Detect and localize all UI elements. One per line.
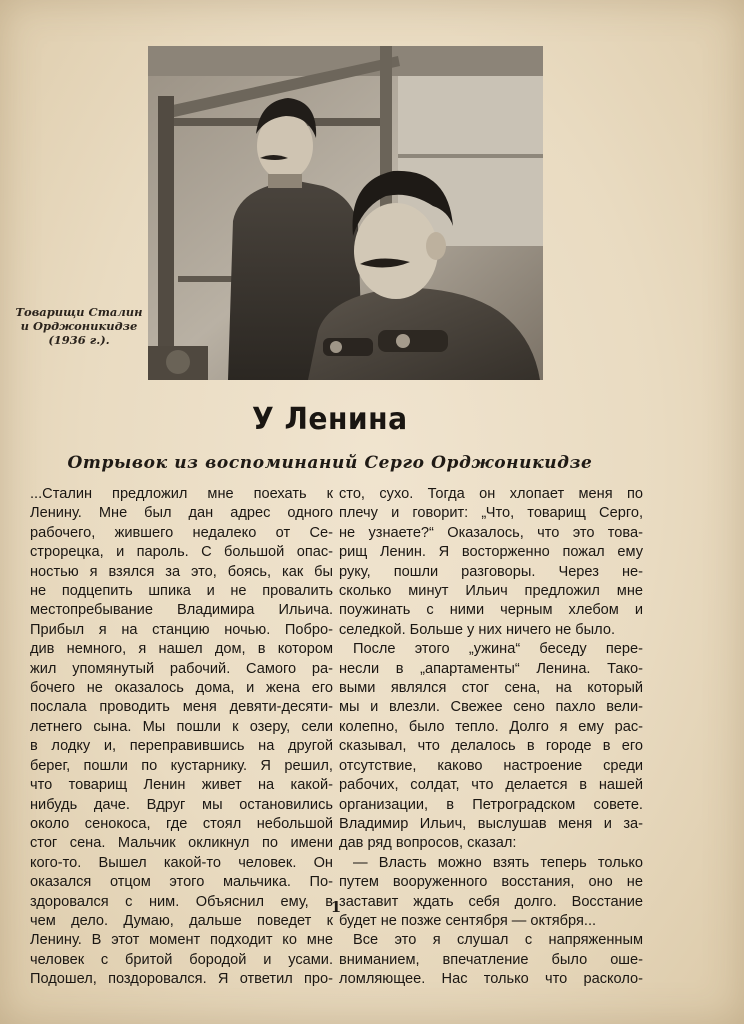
text-line: рабочего, жившего недалеко от Се- <box>30 524 333 541</box>
text-line: нибудь даче. Вдруг мы остановились <box>30 796 333 813</box>
text-line: чем дело. Думаю, дальше поведет к <box>30 912 333 929</box>
text-line: плечу и говорит: „Что, товарищ Серго, <box>339 505 643 522</box>
text-line: человек с бритой бородой и усами. <box>30 951 333 968</box>
text-line: Все это я слушал с напряженным <box>353 932 643 949</box>
text-line: сколько минут Ильич предложил мне <box>339 583 643 600</box>
text-line: не подцепить шпика и не провалить <box>30 583 333 600</box>
caption-line: (1936 г.). <box>48 333 110 347</box>
text-line: мы и влезли. Свежее сено пахло вели- <box>339 699 643 716</box>
text-line: ...Сталин предложил мне поехать к <box>30 486 333 502</box>
text-line: ломляющее. Нас только что расколо- <box>339 971 643 988</box>
text-line: дав ряд вопросов, сказал: <box>339 835 517 852</box>
text-line: После этого „ужина“ беседу пере- <box>353 641 643 658</box>
text-line: будет не позже сентября — октября... <box>339 912 597 929</box>
text-line: послала проводить меня девяти-десяти- <box>30 699 333 716</box>
text-line: выми являлся стог сена, на который <box>339 680 643 697</box>
page-number: 1 <box>330 898 342 916</box>
text-line: ностью я взялся за это, боясь, как бы <box>30 563 333 580</box>
text-line: вниманием, впечатление было оше- <box>339 951 643 968</box>
text-line: жил упомянутый рабочий. Самого ра- <box>30 660 333 677</box>
text-line: организации, в Петроградском совете. <box>339 796 643 813</box>
text-line: колепно, было тепло. Долго я ему рас- <box>339 718 643 735</box>
photo-caption <box>10 305 148 347</box>
text-line: местопребывание Владимира Ильича. <box>30 602 333 619</box>
text-line: селедкой. Больше у них ничего не было. <box>339 621 615 638</box>
text-line: Ленину. Мне был дан адрес одного <box>30 505 333 522</box>
text-line: стог сена. Мальчик окликнул по имени <box>30 835 333 852</box>
text-line: бочего не оказалось дома, и жена его <box>30 680 333 697</box>
text-line: около сенокоса, где стоял небольшой <box>30 815 333 832</box>
article-title-wrap <box>0 402 660 437</box>
text-line: путем вооруженного восстания, оно не <box>339 874 643 891</box>
text-line: кого-то. Вышел какой-то человек. Он <box>30 854 333 871</box>
text-line: берег, пошли по кустарнику. Я решил, <box>30 757 333 774</box>
text-line: — Власть можно взять теперь только <box>353 854 643 871</box>
caption-line: Товарищи Сталин <box>15 305 143 319</box>
text-line: заставит ждать себя долго. Восстание <box>339 893 643 910</box>
text-line: отсутствие, каково настроение среди <box>339 757 643 774</box>
text-line: строрецка, и пароль. С большой опас- <box>30 544 333 561</box>
text-line: не узнаете?“ Оказалось, что это това- <box>339 524 643 541</box>
text-line: поужинать с ними черным хлебом и <box>339 602 643 619</box>
text-line: здоровался с ним. Объяснил ему, в <box>30 893 333 910</box>
text-line: руку, пошли разговоры. Через не- <box>339 563 643 580</box>
portrait-photo <box>148 46 543 380</box>
text-line: что товарищ Ленин живет на какой- <box>30 777 333 794</box>
text-line: несли в „апартаменты“ Ленина. Тако- <box>339 660 643 677</box>
text-line: рищ Ленин. Я восторженно пожал ему <box>339 544 643 561</box>
text-line: Владимир Ильич, выслушав меня и за- <box>339 815 643 832</box>
text-line: Подошел, поздоровался. Я ответил про- <box>30 971 333 988</box>
text-line: див немного, я нашел дом, в котором <box>30 641 333 658</box>
article-title: У Ленина <box>252 402 408 437</box>
text-line: сто, сухо. Тогда он хлопает меня по <box>339 486 643 502</box>
text-line: Ленину. В этот момент подходит ко мне <box>30 932 333 949</box>
text-line: летнего сына. Мы пошли к озеру, сели <box>30 718 333 735</box>
text-line: Прибыл я на станцию ночью. Побро- <box>30 621 333 638</box>
text-line: рабочих, солдат, что делается в нашей <box>339 777 643 794</box>
text-line: в лодку и, переправившись на другой <box>30 738 333 755</box>
text-line: оказался отцом этого мальчика. По- <box>30 874 333 891</box>
caption-line: и Орджоникидзе <box>20 319 138 333</box>
text-line: сказывал, что делалось в городе в его <box>339 738 643 755</box>
article-subtitle: Отрывок из воспоминаний Серго Орджоникидзе <box>67 453 593 473</box>
